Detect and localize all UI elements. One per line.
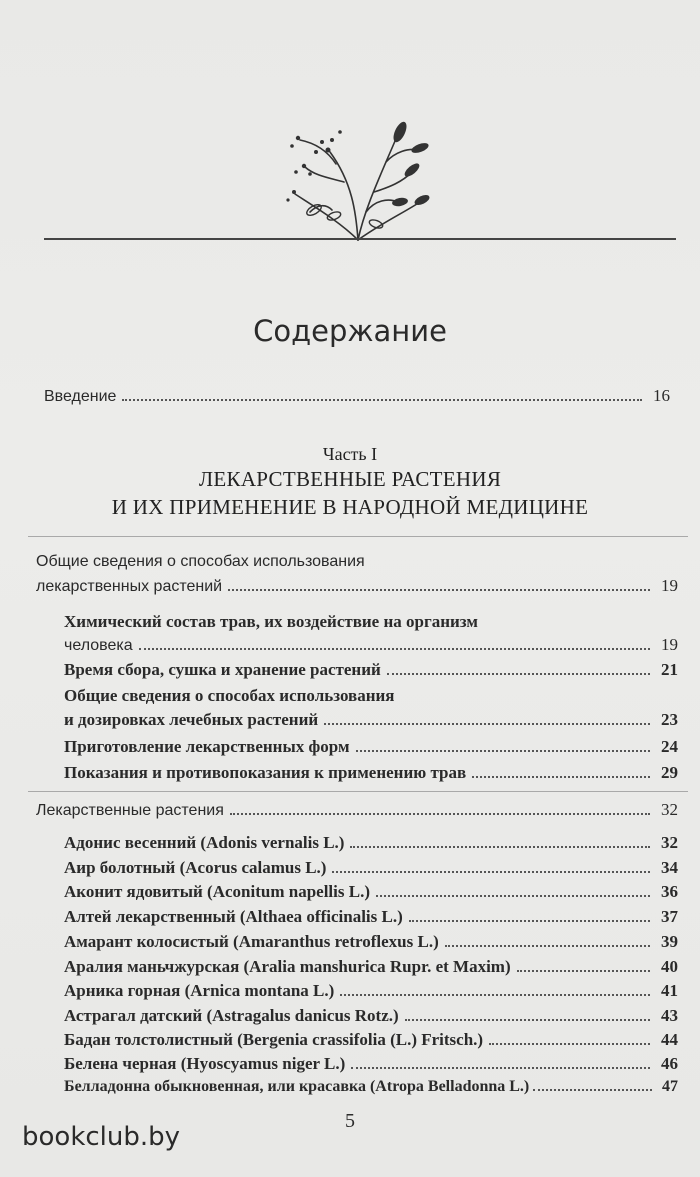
toc-page-number: 32 <box>661 833 678 852</box>
toc-leader-dots <box>340 994 650 996</box>
toc-section-label: Лекарственные растения <box>36 802 224 819</box>
toc-item-label: Бадан толстолистный (Bergenia crassifolia (L.) Fritsch.) <box>64 1030 484 1049</box>
floral-ornament-icon <box>270 112 440 247</box>
toc-item-label: Белладонна обыкновенная, или красавка (Atropa Belladonna L.) <box>64 1078 530 1095</box>
toc-page-number: 16 <box>653 386 670 405</box>
toc-page-number: 32 <box>661 800 678 819</box>
toc-plant-adonis[interactable] <box>64 833 678 853</box>
toc-item-label: Алтей лекарственный (Althaea officinalis L.) <box>64 907 403 926</box>
toc-section-medicinal-plants[interactable] <box>36 800 678 820</box>
part-title-line1: ЛЕКАРСТВЕННЫЕ РАСТЕНИЯ <box>198 467 502 491</box>
toc-item-label: Арника горная (Arnica montana L.) <box>64 981 335 1000</box>
toc-page-number: 41 <box>661 981 678 1000</box>
page-number: 5 <box>345 1110 355 1132</box>
toc-item-line1: Химический состав трав, их воздействие на организм <box>64 612 478 631</box>
toc-page-number: 21 <box>661 660 678 679</box>
toc-leader-dots <box>139 648 650 650</box>
toc-section-title-line2: лекарственных растений <box>36 578 223 595</box>
toc-leader-dots <box>409 920 650 922</box>
toc-page-number: 44 <box>661 1030 678 1049</box>
toc-page-number: 19 <box>661 635 678 654</box>
toc-page-number: 47 <box>662 1078 678 1095</box>
toc-leader-dots <box>351 1067 650 1069</box>
toc-plant-amaranthus[interactable] <box>64 932 678 952</box>
toc-leader-dots <box>472 776 650 778</box>
toc-page-number: 43 <box>661 1006 678 1025</box>
toc-item-label: Время сбора, сушка и хранение растений <box>64 660 381 679</box>
toc-leader-dots <box>405 1019 650 1021</box>
toc-page-number: 19 <box>661 576 678 595</box>
toc-leader-dots <box>445 945 650 947</box>
toc-item-preparation[interactable] <box>64 737 678 757</box>
toc-leader-dots <box>230 813 650 815</box>
toc-page-number: 34 <box>661 858 678 877</box>
toc-leader-dots <box>332 871 650 873</box>
toc-page-number: 40 <box>661 957 678 976</box>
toc-plant-acorus[interactable] <box>64 858 678 878</box>
toc-item-chemical-composition[interactable] <box>64 635 678 655</box>
toc-section-general-info[interactable] <box>36 576 678 596</box>
toc-leader-dots <box>324 723 650 725</box>
toc-item-indications[interactable] <box>64 763 678 783</box>
toc-plant-astragalus[interactable] <box>64 1006 678 1026</box>
toc-leader-dots <box>489 1043 650 1045</box>
toc-item-label: Адонис весенний (Adonis vernalis L.) <box>64 833 345 852</box>
toc-leader-dots <box>387 673 650 675</box>
header-rule <box>44 238 676 240</box>
toc-item-label: Аир болотный (Acorus calamus L.) <box>64 858 327 877</box>
toc-plant-aralia[interactable] <box>64 957 678 977</box>
toc-item-label: Аконит ядовитый (Aconitum napellis L.) <box>64 882 370 901</box>
toc-item-label: Аралия маньчжурская (Aralia manshurica Rupr. et Maxim) <box>64 957 511 976</box>
toc-item-dosage[interactable] <box>64 710 678 730</box>
toc-plant-arnica[interactable] <box>64 981 678 1001</box>
toc-leader-dots <box>517 970 650 972</box>
toc-section-title-line1: Общие сведения о способах использования <box>36 553 365 570</box>
watermark: bookclub.by <box>22 1122 181 1152</box>
toc-plant-bergenia[interactable] <box>64 1030 678 1050</box>
toc-entry-label: Введение <box>44 388 117 405</box>
toc-page-number: 24 <box>661 737 678 756</box>
part-title-line2: И ИХ ПРИМЕНЕНИЕ В НАРОДНОЙ МЕДИЦИНЕ <box>111 495 589 519</box>
toc-item-label: Приготовление лекарственных форм <box>64 737 350 756</box>
toc-page-number: 39 <box>661 932 678 951</box>
toc-page-number: 37 <box>661 907 678 926</box>
toc-item-label: Показания и противопоказания к применению трав <box>64 763 467 782</box>
toc-leader-dots <box>533 1089 652 1091</box>
toc-leader-dots <box>350 846 650 848</box>
toc-plant-atropa[interactable] <box>64 1078 678 1096</box>
section-separator <box>28 536 688 537</box>
toc-item-line2: и дозировках лечебных растений <box>64 710 319 729</box>
page-title: Содержание <box>253 314 447 348</box>
toc-item-harvest-drying[interactable] <box>64 660 678 680</box>
toc-leader-dots <box>356 750 650 752</box>
toc-plant-althaea[interactable] <box>64 907 678 927</box>
toc-leader-dots <box>228 589 650 591</box>
toc-leader-dots <box>122 399 642 401</box>
part-label: Часть I <box>322 444 378 464</box>
toc-leader-dots <box>376 895 650 897</box>
toc-page-number: 29 <box>661 763 678 782</box>
toc-plant-hyoscyamus[interactable] <box>64 1054 678 1074</box>
toc-item-label: Белена черная (Hyoscyamus niger L.) <box>64 1054 346 1073</box>
toc-page-number: 46 <box>661 1054 678 1073</box>
toc-item-label: Астрагал датский (Astragalus danicus Rotz.) <box>64 1006 399 1025</box>
toc-page-number: 36 <box>661 882 678 901</box>
toc-item-label: Амарант колосистый (Amaranthus retroflexus L.) <box>64 932 439 951</box>
toc-entry-introduction[interactable] <box>44 386 670 406</box>
toc-item-line1: Общие сведения о способах использования <box>64 686 395 705</box>
toc-page-number: 23 <box>661 710 678 729</box>
section-separator <box>28 791 688 792</box>
toc-plant-aconitum[interactable] <box>64 882 678 902</box>
toc-item-line2: человека <box>64 637 133 654</box>
